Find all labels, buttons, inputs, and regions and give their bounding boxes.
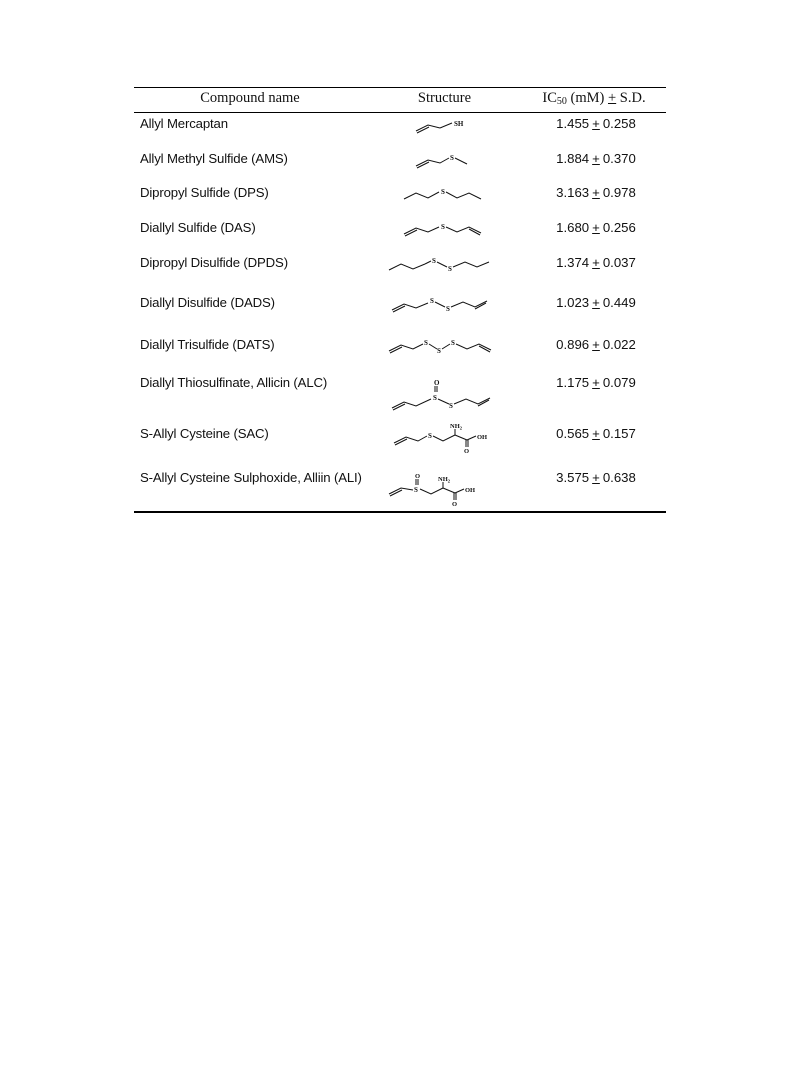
compound-name: Diallyl Thiosulfinate, Allicin (ALC): [140, 375, 328, 390]
table-bottom-rule: [134, 511, 666, 513]
atom-s: S: [450, 154, 454, 162]
table-header-rule: [134, 112, 666, 113]
atom-o: O: [452, 501, 458, 508]
structure-s-allyl-cysteine: [379, 423, 509, 476]
ic50-value: 1.023 + 0.449: [556, 295, 636, 310]
ic50-value: 1.374 + 0.037: [556, 255, 636, 270]
compound-name: Diallyl Sulfide (DAS): [140, 220, 256, 235]
header-compound-name: Compound name: [200, 90, 300, 106]
ic50-value: 1.680 + 0.256: [556, 220, 636, 235]
atom-s: S: [424, 339, 428, 347]
atom-s: S: [441, 188, 445, 196]
atom-o: O: [434, 379, 440, 387]
ic50-value: 1.175 + 0.079: [556, 375, 636, 390]
ic50-value: 3.163 + 0.978: [556, 185, 636, 200]
atom-s: S: [448, 265, 452, 273]
atom-s: S: [441, 223, 445, 231]
compound-name: Diallyl Disulfide (DADS): [140, 295, 275, 310]
atom-s: S: [414, 486, 418, 494]
compound-name: S-Allyl Cysteine (SAC): [140, 426, 269, 441]
header-ic50-prefix: IC: [542, 90, 557, 106]
atom-o: O: [464, 448, 470, 455]
atom-nh2: $NH_2$: [450, 423, 462, 431]
header-ic50-sub: 50: [556, 96, 567, 107]
structure-allicin: [379, 375, 509, 425]
atom-s: S: [451, 339, 455, 347]
atom-s: S: [437, 347, 441, 355]
ic50-value: 1.455 + 0.258: [556, 116, 636, 131]
atom-sh: SH: [454, 120, 464, 128]
atom-s: S: [449, 402, 453, 410]
ic50-value: 1.884 + 0.370: [556, 151, 636, 166]
compound-name: Diallyl Trisulfide (DATS): [140, 337, 275, 352]
compound-name: Dipropyl Sulfide (DPS): [140, 185, 269, 200]
header-ic50-suffix: (mM) + S.D.: [566, 90, 646, 106]
ic50-value: 0.565 + 0.157: [556, 426, 636, 441]
atom-s: S: [428, 432, 432, 440]
atom-oh: OH: [477, 434, 488, 441]
ic50-value: 0.896 + 0.022: [556, 337, 636, 352]
ic50-value: 3.575 + 0.638: [556, 470, 636, 485]
header-ic50: [519, 90, 669, 107]
atom-s: S: [433, 394, 437, 402]
compound-name: Allyl Methyl Sulfide (AMS): [140, 151, 288, 166]
compound-name: Dipropyl Disulfide (DPDS): [140, 255, 288, 270]
table-top-rule: [134, 87, 666, 88]
atom-s: S: [446, 305, 450, 313]
header-structure: Structure: [417, 90, 472, 106]
compound-name: Allyl Mercaptan: [140, 116, 228, 131]
compound-name: S-Allyl Cysteine Sulphoxide, Alliin (ALI): [140, 470, 362, 485]
atom-oh: OH: [465, 487, 476, 494]
atom-s: S: [430, 297, 434, 305]
atom-nh2: $NH_2$: [438, 476, 450, 484]
atom-o: O: [415, 473, 421, 480]
atom-s: S: [432, 257, 436, 265]
